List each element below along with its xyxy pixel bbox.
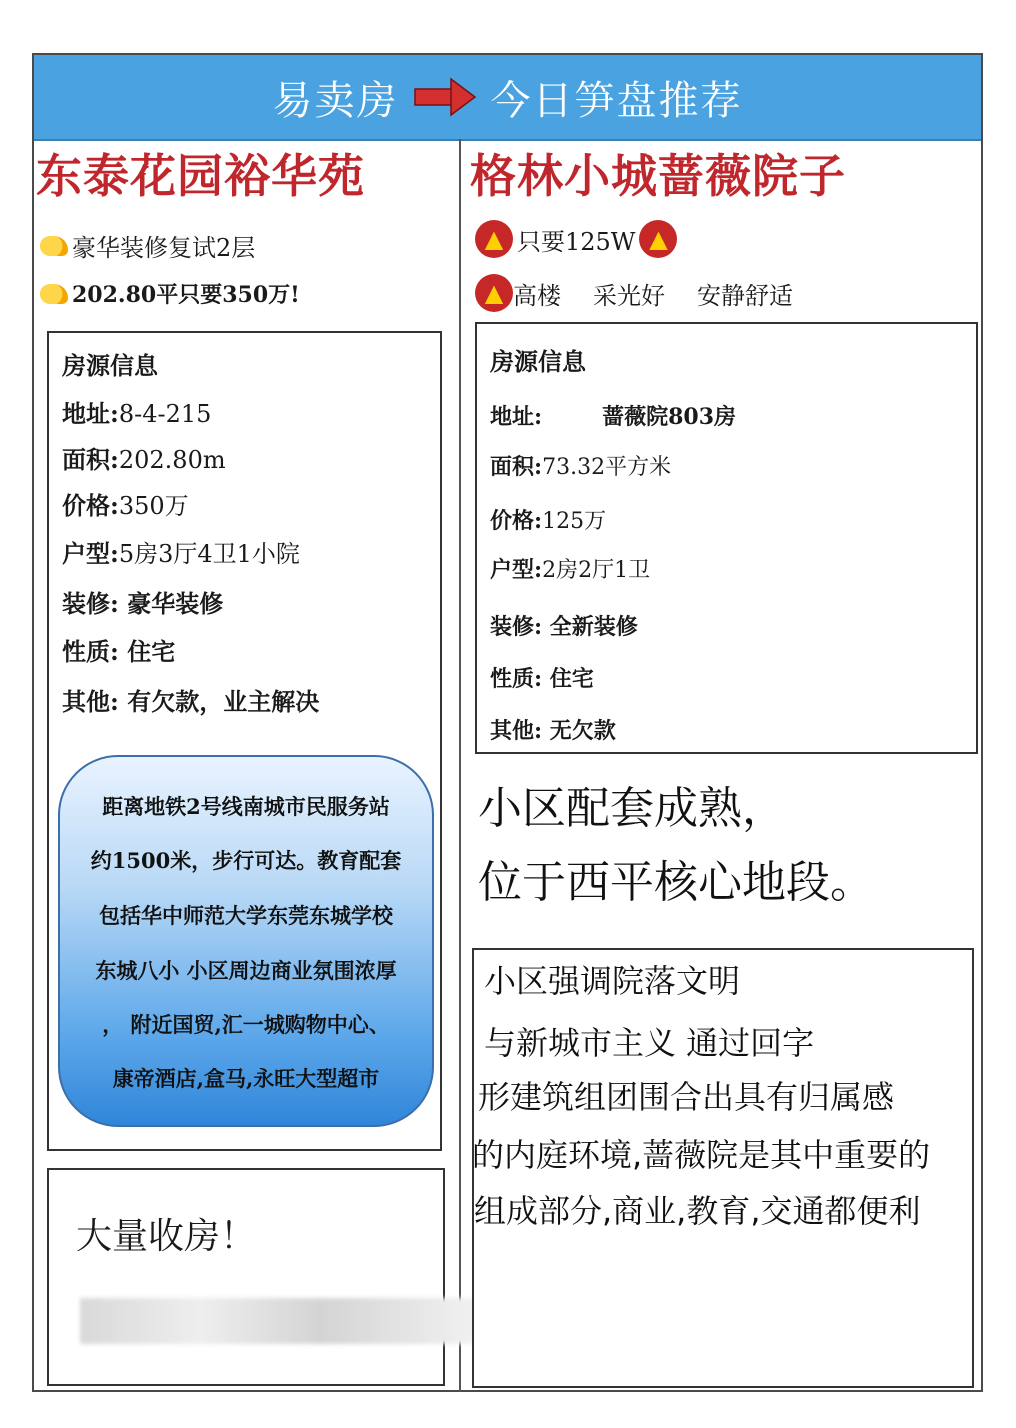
price-highlight-text: 只要125W — [517, 227, 636, 256]
fire-icon: ▲ — [639, 220, 677, 258]
description-line: 与新城市主义 通过回字 — [484, 1024, 815, 1062]
header-title: 今日笋盘推荐 — [490, 77, 743, 124]
redacted-contact — [80, 1298, 480, 1344]
left-row-decoration: 装修: 豪华装修 — [62, 589, 224, 618]
left-title: 东泰花园裕华苑 — [36, 149, 365, 203]
left-row-layout: 户型:5房3厅4卫1小院 — [62, 539, 300, 568]
left-row-other: 其他: 有欠款，业主解决 — [62, 687, 320, 716]
left-row-address: 地址:8-4-215 — [62, 399, 212, 428]
description-line: 组成部分,商业,教育,交通都便利 — [474, 1192, 921, 1230]
left-row-price: 价格:350万 — [62, 491, 189, 520]
highlight-text: 202.80平只要350万! — [72, 282, 300, 308]
right-row-price: 价格:125万 — [490, 508, 607, 534]
left-row-property-type: 性质: 住宅 — [62, 637, 176, 666]
column-divider — [459, 139, 461, 1392]
left-highlight-1 — [40, 228, 255, 263]
left-bottom-box — [47, 1168, 445, 1386]
bubble-line: ， 附近国贸,汇一城购物中心、 — [102, 1012, 390, 1037]
tag: 安静舒适 — [697, 281, 793, 310]
bubble-line: 约1500米，步行可达。教育配套 — [90, 848, 402, 873]
big-statement-line: 位于西平核心地段。 — [478, 857, 874, 908]
big-statement-line: 小区配套成熟， — [478, 783, 786, 834]
bubble-line: 康帝酒店,盒马,永旺大型超市 — [112, 1066, 380, 1091]
pointing-hand-icon — [40, 236, 68, 256]
bubble-line: 距离地铁2号线南城市民服务站 — [102, 794, 390, 819]
right-arrow-icon — [413, 77, 477, 117]
brand-name: 易卖房 — [272, 77, 399, 124]
right-info-title: 房源信息 — [490, 347, 586, 376]
pointing-hand-icon — [40, 284, 68, 304]
left-row-area: 面积:202.80m — [62, 445, 226, 474]
description-line: 的内庭环境,蔷薇院是其中重要的 — [472, 1136, 931, 1174]
tag: 高楼 — [513, 281, 561, 310]
right-row-layout: 户型:2房2厅1卫 — [490, 557, 651, 583]
right-row-other: 其他: 无欠款 — [490, 718, 616, 744]
left-highlight-2 — [40, 278, 300, 309]
right-row-address: 地址: 蔷薇院803房 — [490, 404, 737, 430]
right-title: 格林小城蔷薇院子 — [470, 149, 846, 203]
location-bubble — [58, 755, 434, 1127]
bulk-purchase-text: 大量收房！ — [76, 1216, 257, 1257]
highlight-text: 豪华装修复试2层 — [72, 234, 256, 262]
description-line: 小区强调院落文明 — [484, 962, 741, 1000]
bubble-line: 东城八小 小区周边商业氛围浓厚 — [95, 958, 397, 983]
fire-icon: ▲ — [475, 274, 513, 312]
right-row-property-type: 性质: 住宅 — [490, 666, 594, 692]
left-info-title: 房源信息 — [62, 351, 158, 380]
header-banner — [34, 55, 981, 141]
tag: 采光好 — [593, 281, 665, 310]
fire-icon: ▲ — [475, 220, 513, 258]
right-row-decoration: 装修: 全新装修 — [490, 614, 638, 640]
right-row-area: 面积:73.32平方米 — [490, 454, 672, 480]
right-tags — [475, 274, 793, 312]
description-line: 形建筑组团围合出具有归属感 — [478, 1078, 895, 1116]
right-highlight-price — [475, 220, 677, 258]
bubble-line: 包括华中师范大学东莞东城学校 — [99, 903, 393, 928]
